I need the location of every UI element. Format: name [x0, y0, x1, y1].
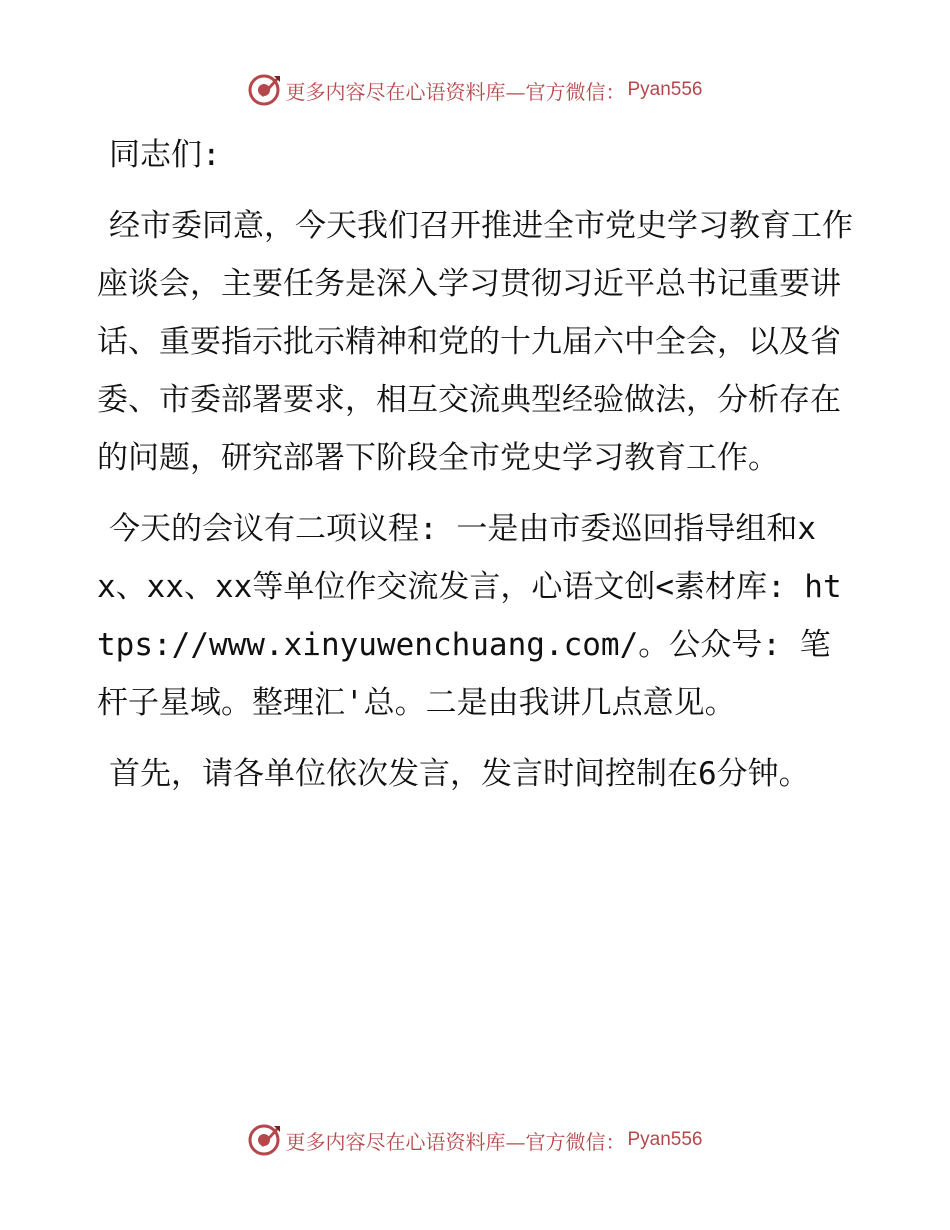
paragraph-first-item: 首先，请各单位依次发言，发言时间控制在6分钟。 [109, 756, 810, 792]
paragraph-agenda: 今天的会议有二项议程: 一是由市委巡回指导组和xx、xx、xx等单位作交流发言，心语文创<素材库: https://www.xinyuwenchuang.com/。公众号: 笔杆子星域。整理汇'总。二是由我讲几点意见。 [97, 511, 842, 721]
quill-pen-logo-icon [247, 1123, 281, 1157]
quill-pen-logo-icon [247, 73, 281, 107]
header-watermark [0, 70, 950, 110]
watermark-label: 更多内容尽在心语资料库—官方微信： [285, 1129, 626, 1154]
watermark-label: 更多内容尽在心语资料库—官方微信： [285, 79, 626, 104]
paragraph-intro: 经市委同意，今天我们召开推进全市党史学习教育工作座谈会，主要任务是深入学习贯彻习近平总书记重要讲话、重要指示批示精神和党的十九届六中全会，以及省委、市委部署要求，相互交流典型经验做法，分析存在的问题，研究部署下阶段全市党史学习教育工作。 [97, 208, 853, 476]
watermark-wechat-id: Pyan556 [627, 1129, 703, 1150]
watermark-wechat-id: Pyan556 [627, 79, 703, 100]
footer-watermark [0, 1120, 950, 1160]
document-body [97, 126, 857, 816]
paragraph-salutation: 同志们: [109, 137, 221, 173]
